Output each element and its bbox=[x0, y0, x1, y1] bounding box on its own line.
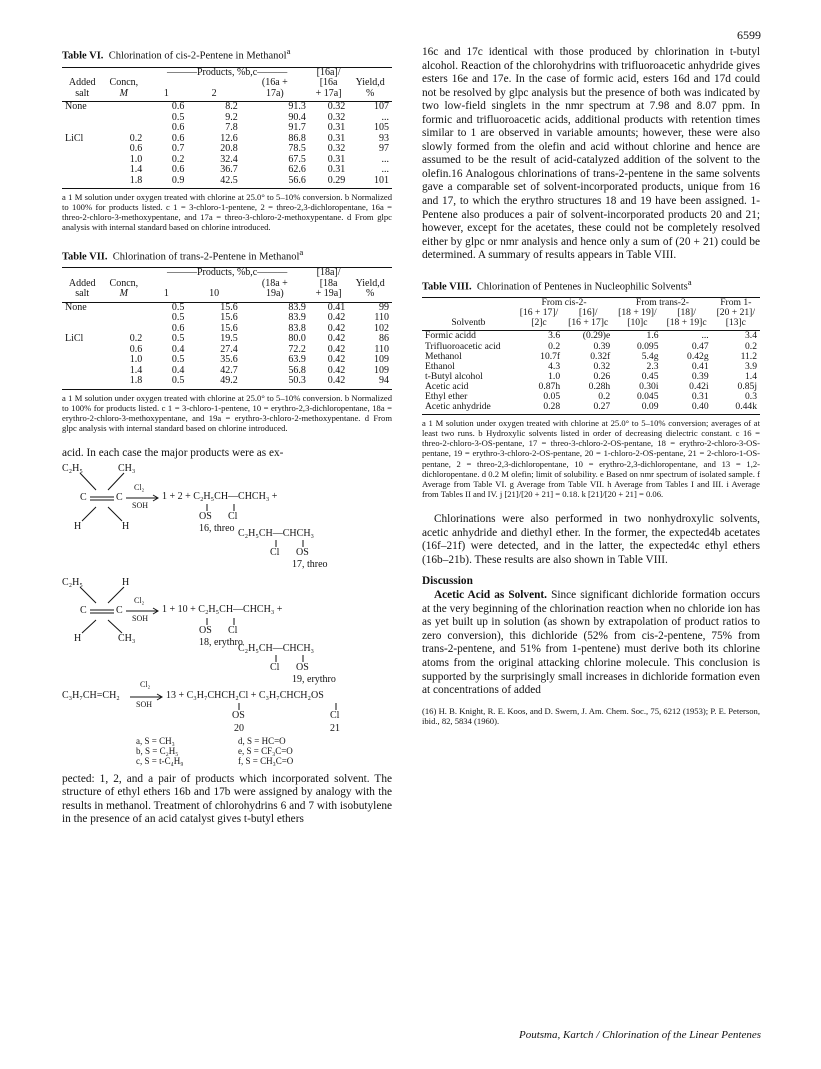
table-row bbox=[422, 331, 760, 342]
r2-products-2: C₂H₅CH—CHCH₃ bbox=[238, 642, 315, 654]
table-cell: 50.3 bbox=[241, 376, 309, 389]
table-cell: None bbox=[65, 301, 87, 313]
discussion-paragraph: Acetic Acid as Solvent. Since significant dichloride formation occurs at the very beginning of the chlorination reaction when no chloride ion has as yet built up in solution (as shown by extrapolation of product ratios to zero conversion), this dichloride (52% from cis-2-pentene, 75% from trans-2-pentene, and 51% from 1-pentene) must derive both its chlorine atoms from the original attacking chlorine molecule. This conclusion is supported by the surprisingly small increases in dichloride formation even at concentrations of added bbox=[422, 589, 760, 697]
table-cell: 0.40 bbox=[662, 402, 712, 415]
table-cell: 15.6 bbox=[220, 301, 238, 313]
r2-label-19: 19, erythro bbox=[292, 673, 336, 685]
table-cell: 80.0 bbox=[288, 333, 306, 345]
table-cell: 35.6 bbox=[220, 354, 238, 366]
table-cell: 0.6 bbox=[171, 122, 185, 133]
table6-title: Table VI. Chlorination of cis-2-Pentene in Methanol$^a$ bbox=[62, 46, 291, 62]
r2-os: OS bbox=[199, 624, 212, 636]
table8: From cis-2- From trans-2- From 1- [16 + 17]/ [16]/ [18 + 19]/ [18]/ [20 + 21]/ Solventb [2]c [16 + 17]c [10]c [18 + 19]c [13]c Formic acidd 3.6 (0.29)e 1.6 ... 3.4 Trifluoroacetic acid 0.2 0.39 0.095 0.47 0.2 Methanol 10.7f 0.32f 5.4g 0.42g 11.2 Ethanol 4.3 0.32 2.3 0.41 3.9 t-Butyl alcohol 1.0 0.26 0.45 0.39 1.4 Acetic acid 0.87h 0.28h 0.30i 0.42i 0.85j Ethyl ether 0.05 0.2 0.045 0.31 0.3 Acetic anhydride 0.28 0.27 0.09 0.40 0.44k bbox=[422, 297, 760, 415]
table6-footnote: a 1 M solution under oxygen treated with chlorine at 25.0° to 5–10% conversion. b Normalized to 100% for products listed. c 1 = 3-chloro-1-pentene, 2 = threo-2,3-dichloropentane, 16a = threo-2-chloro-3-methoxypentane, and 17a = threo-3-chloro-2-methoxypentane. d From glpc analysis with internal standard based on chlorine introduced. bbox=[62, 192, 392, 233]
table-cell: 0.5 bbox=[171, 312, 185, 324]
table-row bbox=[62, 144, 392, 155]
r3-cl: Cl bbox=[330, 709, 340, 721]
table-cell: 12.6 bbox=[220, 132, 238, 144]
table-cell: 93 bbox=[379, 132, 389, 144]
table-cell: 110 bbox=[374, 343, 389, 355]
r2-methyl: CH₃ bbox=[118, 632, 136, 644]
table-cell: 32.4 bbox=[220, 153, 238, 165]
r2-label-18: 18, erythro bbox=[199, 636, 243, 648]
table-cell: 56.6 bbox=[241, 176, 309, 189]
table-cell: 42.5 bbox=[187, 176, 240, 189]
discussion-heading: Discussion bbox=[422, 575, 473, 588]
table-cell: 0.44k bbox=[712, 402, 760, 415]
table8-title: Table VIII. Chlorination of Pentenes in Nucleophilic Solvents$^a$ bbox=[422, 276, 692, 293]
table-cell: 1.4 bbox=[129, 164, 143, 175]
table-cell: 0.32 bbox=[327, 101, 346, 112]
table-cell: Methanol bbox=[425, 350, 462, 362]
solvent-f: f, S = CH₃C=O bbox=[238, 755, 294, 766]
table-cell: 0.26 bbox=[593, 370, 611, 382]
r1-h-left: H bbox=[74, 520, 82, 532]
table-cell: 3.6 bbox=[548, 330, 561, 342]
table-cell: 0.5 bbox=[145, 376, 187, 389]
table-cell: 2.3 bbox=[646, 360, 659, 372]
table-cell: 0.05 bbox=[543, 390, 561, 402]
table-row bbox=[62, 334, 392, 345]
table-cell: 1.0 bbox=[129, 354, 143, 366]
table-cell: 0.42 bbox=[327, 312, 346, 324]
table-cell bbox=[62, 366, 102, 377]
table-row bbox=[422, 382, 760, 392]
table-cell bbox=[102, 313, 145, 324]
table-cell: 94 bbox=[348, 376, 392, 389]
table-cell: 0.045 bbox=[636, 390, 659, 402]
r1-carbon-a: C bbox=[80, 491, 87, 503]
table-cell: 1.0 bbox=[129, 153, 143, 165]
table-cell: 56.8 bbox=[288, 364, 306, 376]
table-cell: 27.4 bbox=[220, 343, 238, 355]
left-paragraph-2: pected: 1, 2, and a pair of products which incorporated solvent. The structure of ethyl ethers 16b and 17b were assigned by analogy with the results in methanol. Treatment of chlorohydrins 6 and 7 with isobutylene in the presence of an acid catalyst gives t-butyl ethers bbox=[62, 772, 392, 826]
table-cell: 0.39 bbox=[691, 370, 709, 382]
table-cell: 0.6 bbox=[171, 322, 185, 334]
table-cell bbox=[62, 376, 102, 389]
table-cell: 4.3 bbox=[548, 360, 561, 372]
table-cell: 63.9 bbox=[288, 354, 306, 366]
table-cell: LiCl bbox=[65, 132, 84, 144]
table-cell: 0.7 bbox=[171, 143, 185, 154]
table-cell: 0.30i bbox=[639, 380, 659, 392]
table-cell: 19.5 bbox=[220, 333, 238, 345]
table-cell bbox=[62, 355, 102, 366]
r2-cl-b: Cl bbox=[270, 661, 280, 673]
table-cell: 0.42 bbox=[327, 333, 346, 345]
table-cell bbox=[62, 176, 102, 189]
r2-products: 1 + 10 + C₂H₅CH—CHCH₃ + bbox=[162, 603, 283, 615]
table-cell: 0.6 bbox=[171, 101, 185, 112]
table7-body bbox=[62, 302, 392, 389]
table-cell: 0.32f bbox=[590, 350, 611, 362]
table-cell: 0.28h bbox=[588, 380, 611, 392]
r1-cl: Cl bbox=[228, 510, 238, 522]
table-cell: Ethanol bbox=[425, 360, 455, 372]
table-cell: 0.6 bbox=[171, 132, 185, 144]
r1-os: OS bbox=[199, 510, 212, 522]
r1-h-right: H bbox=[122, 520, 130, 532]
table-cell: 0.6 bbox=[129, 343, 143, 355]
table-cell: 83.9 bbox=[288, 301, 306, 313]
table6: ———Products, %b,c——— [16a]/ Added Concn, (16a + [16a Yield,d salt M 1 2 17a) + 17a] % None 0.6 8.2 91.3 0.32 107 0.5 9.2 90.4 0.32 ... 0.6 7.8 91.7 0.31 105 LiCl 0.2 0.6 12.6 86.8 0.31 93 0.6 0.7 20.8 78.5 0.32 97 1.0 0.2 32.4 67.5 0.31 ... 1.4 0.6 36.7 62.6 0.31 ... 1.8 0.9 42.5 56.6 0.29 101 bbox=[62, 67, 392, 190]
r2-solvent: SOH bbox=[132, 613, 149, 623]
table-cell: 0.3 bbox=[745, 390, 757, 402]
solvent-b: b, S = C₂H₅ bbox=[136, 745, 179, 756]
r3-label-21: 21 bbox=[330, 722, 340, 734]
r2-ethyl: C₂H₅ bbox=[62, 576, 83, 588]
table-cell: 1.0 bbox=[548, 370, 561, 382]
r1-label-16: 16, threo bbox=[199, 522, 235, 534]
table-cell: 91.3 bbox=[288, 101, 306, 112]
table-cell: 0.42 bbox=[327, 322, 346, 334]
table-cell: 0.42 bbox=[327, 364, 346, 376]
table-cell: 9.2 bbox=[225, 111, 238, 123]
table-cell: 0.2 bbox=[598, 390, 611, 402]
table-cell: 0.31 bbox=[327, 132, 346, 144]
table-cell: 0.095 bbox=[636, 340, 659, 352]
table-cell: 1.8 bbox=[102, 376, 145, 389]
table-cell: 36.7 bbox=[220, 164, 238, 175]
table-cell: 83.8 bbox=[288, 322, 306, 334]
table-cell: 0.28 bbox=[515, 402, 563, 415]
table-cell: 86 bbox=[379, 333, 389, 345]
table-cell: 0.5 bbox=[171, 354, 185, 366]
table-cell: 0.2 bbox=[745, 340, 757, 352]
table-row bbox=[62, 376, 392, 389]
table-cell: 0.32 bbox=[593, 360, 611, 372]
table6-body bbox=[62, 102, 392, 189]
table-row bbox=[62, 102, 392, 113]
table-cell: 0.85j bbox=[737, 380, 757, 392]
table-cell: 0.4 bbox=[171, 364, 185, 376]
table7-title: Table VII. Chlorination of trans-2-Pentene in Methanol$^a$ bbox=[62, 246, 304, 263]
table-cell: 0.87h bbox=[538, 380, 561, 392]
r1-ethyl: C₂H₅ bbox=[62, 462, 83, 474]
table-cell bbox=[102, 113, 145, 124]
table-cell: 0.2 bbox=[129, 333, 143, 345]
table-cell: 0.09 bbox=[613, 402, 661, 415]
table-cell bbox=[62, 113, 102, 124]
table-cell: 3.4 bbox=[745, 330, 757, 342]
table-cell: ... bbox=[381, 164, 389, 175]
table-cell bbox=[62, 165, 102, 176]
left-paragraph-1: acid. In each case the major products were as ex- bbox=[62, 447, 284, 460]
r3-os: OS bbox=[232, 709, 245, 721]
table-cell: 0.5 bbox=[171, 301, 185, 313]
r3-label-20: 20 bbox=[234, 722, 244, 734]
r1-products-2: C₂H₅CH—CHCH₃ bbox=[238, 527, 315, 539]
table-cell: 102 bbox=[374, 322, 389, 334]
table-cell: 0.42 bbox=[327, 343, 346, 355]
table-cell: 91.7 bbox=[288, 122, 306, 133]
table-row bbox=[62, 165, 392, 176]
table-cell bbox=[62, 123, 102, 134]
r1-reagent: Cl₂ bbox=[134, 482, 145, 492]
table-cell: 8.2 bbox=[225, 101, 238, 112]
table-cell bbox=[102, 102, 145, 113]
table-cell: 0.41 bbox=[691, 360, 709, 372]
table-cell: 0.42g bbox=[687, 350, 709, 362]
table-row bbox=[422, 402, 760, 415]
table-cell: 1.4 bbox=[129, 364, 143, 376]
table-cell: 0.32 bbox=[327, 143, 346, 154]
table-cell: 0.27 bbox=[563, 402, 613, 415]
table-cell: 49.2 bbox=[187, 376, 240, 389]
r2-h-left: H bbox=[74, 632, 82, 644]
table7: ———Products, %b,c——— [18a]/ Added Concn, (18a + [18a Yield,d salt M 1 10 19a) + 19a] % None 0.5 15.6 83.9 0.41 99 0.5 15.6 83.9 0.42 110 0.6 15.6 83.8 0.42 102 LiCl 0.2 0.5 19.5 80.0 0.42 86 0.6 0.4 27.4 72.2 0.42 110 1.0 0.5 35.6 63.9 0.42 109 1.4 0.4 42.7 56.8 0.42 109 1.8 0.5 49.2 50.3 0.42 94 bbox=[62, 267, 392, 390]
discussion-subheading: Acetic Acid as Solvent. bbox=[434, 589, 547, 602]
table-row bbox=[62, 176, 392, 189]
right-paragraph-2: Chlorinations were also performed in two nonhydroxylic solvents, acetic anhydride and diethyl ether. In the former, the expected4b acetates (16f–21f) were detected, and in the latter, the expected4c ethyl ethers (16b–21b). These results are also shown in Table VIII. bbox=[422, 513, 760, 566]
table-cell: 0.47 bbox=[691, 340, 709, 352]
table-cell bbox=[102, 123, 145, 134]
r2-carbon-b: C bbox=[116, 604, 123, 616]
table-cell: Acetic acid bbox=[425, 380, 469, 392]
table-cell: 0.5 bbox=[171, 333, 185, 345]
table-row bbox=[62, 355, 392, 366]
table-cell bbox=[62, 155, 102, 166]
table-cell: 0.32 bbox=[327, 111, 346, 123]
table-cell: 67.5 bbox=[288, 153, 306, 165]
table-cell: Acetic anhydride bbox=[422, 402, 515, 415]
table-cell: 0.31 bbox=[327, 164, 346, 175]
table-cell: 0.39 bbox=[593, 340, 611, 352]
r2-os-b: OS bbox=[296, 661, 309, 673]
table-cell: 109 bbox=[374, 354, 389, 366]
table-cell: 109 bbox=[374, 364, 389, 376]
table-cell: 62.6 bbox=[288, 164, 306, 175]
table-cell: 15.6 bbox=[220, 312, 238, 324]
solvent-e: e, S = CF₃C=O bbox=[238, 745, 293, 756]
r1-label-17: 17, threo bbox=[292, 558, 328, 570]
table-row bbox=[422, 352, 760, 362]
table-cell: 0.2 bbox=[129, 132, 143, 144]
table-cell: LiCl bbox=[65, 333, 84, 345]
table-cell: 83.9 bbox=[288, 312, 306, 324]
table-cell: 107 bbox=[374, 101, 389, 112]
table-cell: 0.31 bbox=[691, 390, 709, 402]
table-cell: 0.42i bbox=[689, 380, 709, 392]
r2-cl: Cl bbox=[228, 624, 238, 636]
right-paragraph-1: 16c and 17c identical with those produced by chlorination in t-butyl alcohol. Reaction of the chlorohydrins with trifluoroacetic anhydride gives esters 16e and 17e. In the case of formic acid, esters 16d and 17d could not be resolved by glpc analysis but the presence of both was indicated by two low-field singlets in the nmr spectrum at 7.98 and 8.07 ppm. In formic and trifluoroacetic acids, additional products with retention times similar to 1 are observed in variable amounts; however, these were also slowly formed from the olefin and acid without chlorine and hence are assumed to be the result of acid-catalyzed addition of the solvent to the olefin.16 Analogous chlorinations of trans-2-pentene in the same solvents gave a comparable set of solvent-incorporated products, unique from 16 and 17, to which the erythro structures 18 and 19 have been assigned. 1-Pentene also produces a pair of solvent-incorporated products 20 and 21; however, except for the acetates, these could not be completely resolved either by glpc or nmr analysis and hence only a sum of (20 + 21) could be determined. A summary of results appears in Table VIII. bbox=[422, 46, 760, 262]
table-cell: 101 bbox=[348, 176, 392, 189]
solvent-c: c, S = t-C₄H₉ bbox=[136, 755, 184, 766]
r1-carbon-b: C bbox=[116, 491, 123, 503]
left-column bbox=[62, 46, 392, 827]
table-cell: 0.5 bbox=[171, 111, 185, 123]
table-cell: 72.2 bbox=[288, 343, 306, 355]
table-cell: 7.8 bbox=[225, 122, 238, 133]
table-cell: 0.4 bbox=[171, 343, 185, 355]
solvent-d: d, S = HC=O bbox=[238, 735, 286, 746]
reaction-scheme bbox=[62, 463, 392, 685]
table-cell: 90.4 bbox=[288, 111, 306, 123]
right-column bbox=[422, 46, 760, 726]
table-cell: 20.8 bbox=[220, 143, 238, 154]
table-cell: None bbox=[65, 101, 87, 112]
r1-methyl: CH₃ bbox=[118, 462, 136, 474]
table-cell: ... bbox=[381, 111, 389, 123]
page-number: 6599 bbox=[737, 28, 761, 42]
table-cell: 3.9 bbox=[745, 360, 757, 372]
r1-os-b: OS bbox=[296, 546, 309, 558]
table-cell: 0.9 bbox=[145, 176, 187, 189]
table-cell: Formic acidd bbox=[425, 330, 476, 342]
table-cell: 42.7 bbox=[220, 364, 238, 376]
table-cell: 0.31 bbox=[327, 122, 346, 133]
table-cell: 5.4g bbox=[641, 350, 659, 362]
r3-solvent: SOH bbox=[136, 699, 153, 709]
r3-reactant: C₃H₇CH=CH₂ bbox=[62, 689, 120, 701]
table-row bbox=[62, 123, 392, 134]
table-cell: 0.2 bbox=[548, 340, 561, 352]
table-cell: Trifluoroacetic acid bbox=[425, 340, 501, 352]
table-cell: 0.2 bbox=[171, 153, 185, 165]
table-cell: 0.42 bbox=[309, 376, 348, 389]
table-cell bbox=[102, 302, 145, 313]
table-cell: 110 bbox=[374, 312, 389, 324]
table-cell: 99 bbox=[379, 301, 389, 313]
table8-footnote: a 1 M solution under oxygen treated with chlorine at 25.0° to 5–10% conversion; averages of at least two runs. b Hydroxylic solvents listed in order of decreasing dielectric constant. c 16 = threo-2-chloro-3-OS-pentane, 17 = threo-3-chloro-2-OS-pentane, 18 = erythro-2-chloro-3-OS-pentane, 19 = erythro-3-chloro-2-OS-pentane, 20 = 1-chloro-2-OS-pentane, 21 = 2-chloro-1-OS-pentane, 2 = threo-2,3-dichloropentane, 10 = erythro-2,3-dichloropentane, and 13 = 1,2-dichloropentane. d 0.2 M olefin; limit of solubility. e Based on nmr spectrum of isolated sample. f Average from Table VI. g Average from Table VII. h Average from Tables I and III. i Average from Tables II and IV. j [21]/[20 + 21] = 0.18. k [21]/[20 + 21] = 0.06. bbox=[422, 417, 760, 499]
table-cell: 97 bbox=[379, 143, 389, 154]
table7-footnote: a 1 M solution under oxygen treated with chlorine at 25.0° to 5–10% conversion. b Normalized to 100% for products listed. c 1 = 3-chloro-1-pentene, 10 = erythro-2,3-dichloropentane, 18a = erythro-2-chloro-3-methoxypentane, and 19a = erythro-3-chloro-2-methoxypentane. d From glpc analysis with internal standard based on chlorine introduced. bbox=[62, 392, 392, 433]
table8-body bbox=[422, 331, 760, 415]
table-cell: 0.29 bbox=[309, 176, 348, 189]
r3-reagent: Cl₂ bbox=[140, 679, 151, 689]
table-cell bbox=[62, 144, 102, 155]
r3-products: 13 + C₃H₇CHCH₂Cl + C₃H₇CHCH₂OS bbox=[166, 689, 324, 701]
table7-products-header: ———Products, %b,c——— bbox=[145, 268, 309, 279]
reference-16: (16) H. B. Knight, R. E. Koos, and D. Swern, J. Am. Chem. Soc., 75, 6212 (1953); P. E. Peterson, ibid., 82, 5834 (1960). bbox=[422, 705, 760, 726]
r2-carbon-a: C bbox=[80, 604, 87, 616]
table-cell: 105 bbox=[374, 122, 389, 133]
table-cell: 0.6 bbox=[171, 164, 185, 175]
solvent-a: a, S = CH₃ bbox=[136, 735, 175, 746]
r2-reagent: Cl₂ bbox=[134, 595, 145, 605]
table-cell: 0.41 bbox=[327, 301, 346, 313]
table-cell: 78.5 bbox=[288, 143, 306, 154]
table-cell: 10.7f bbox=[540, 350, 561, 362]
table-cell: 15.6 bbox=[220, 322, 238, 334]
r1-products: 1 + 2 + C₂H₅CH—CHCH₃ + bbox=[162, 490, 278, 502]
table-cell: ... bbox=[701, 330, 709, 342]
table-cell: 1.6 bbox=[646, 330, 659, 342]
table-cell: 1.8 bbox=[102, 176, 145, 189]
table-cell: 0.6 bbox=[129, 143, 143, 154]
table6-products-header: ———Products, %b,c——— bbox=[145, 67, 309, 78]
table-cell: 0.45 bbox=[641, 370, 659, 382]
r1-cl-b: Cl bbox=[270, 546, 280, 558]
table-row bbox=[62, 313, 392, 324]
table-cell: 11.2 bbox=[740, 350, 757, 362]
r1-solvent: SOH bbox=[132, 500, 149, 510]
page-footer: Poutsma, Kartch / Chlorination of the Linear Pentenes bbox=[519, 1029, 761, 1041]
table-cell: t-Butyl alcohol bbox=[425, 370, 483, 382]
table-cell: ... bbox=[381, 153, 389, 165]
r2-h: H bbox=[122, 576, 130, 588]
table-cell bbox=[62, 313, 102, 324]
table-cell: 1.4 bbox=[745, 370, 757, 382]
table-cell bbox=[62, 345, 102, 356]
table-cell: 86.8 bbox=[288, 132, 306, 144]
table-cell: Ethyl ether bbox=[425, 390, 468, 402]
table-cell: 0.31 bbox=[327, 153, 346, 165]
table-cell: (0.29)e bbox=[582, 330, 611, 342]
table-cell: 0.42 bbox=[327, 354, 346, 366]
